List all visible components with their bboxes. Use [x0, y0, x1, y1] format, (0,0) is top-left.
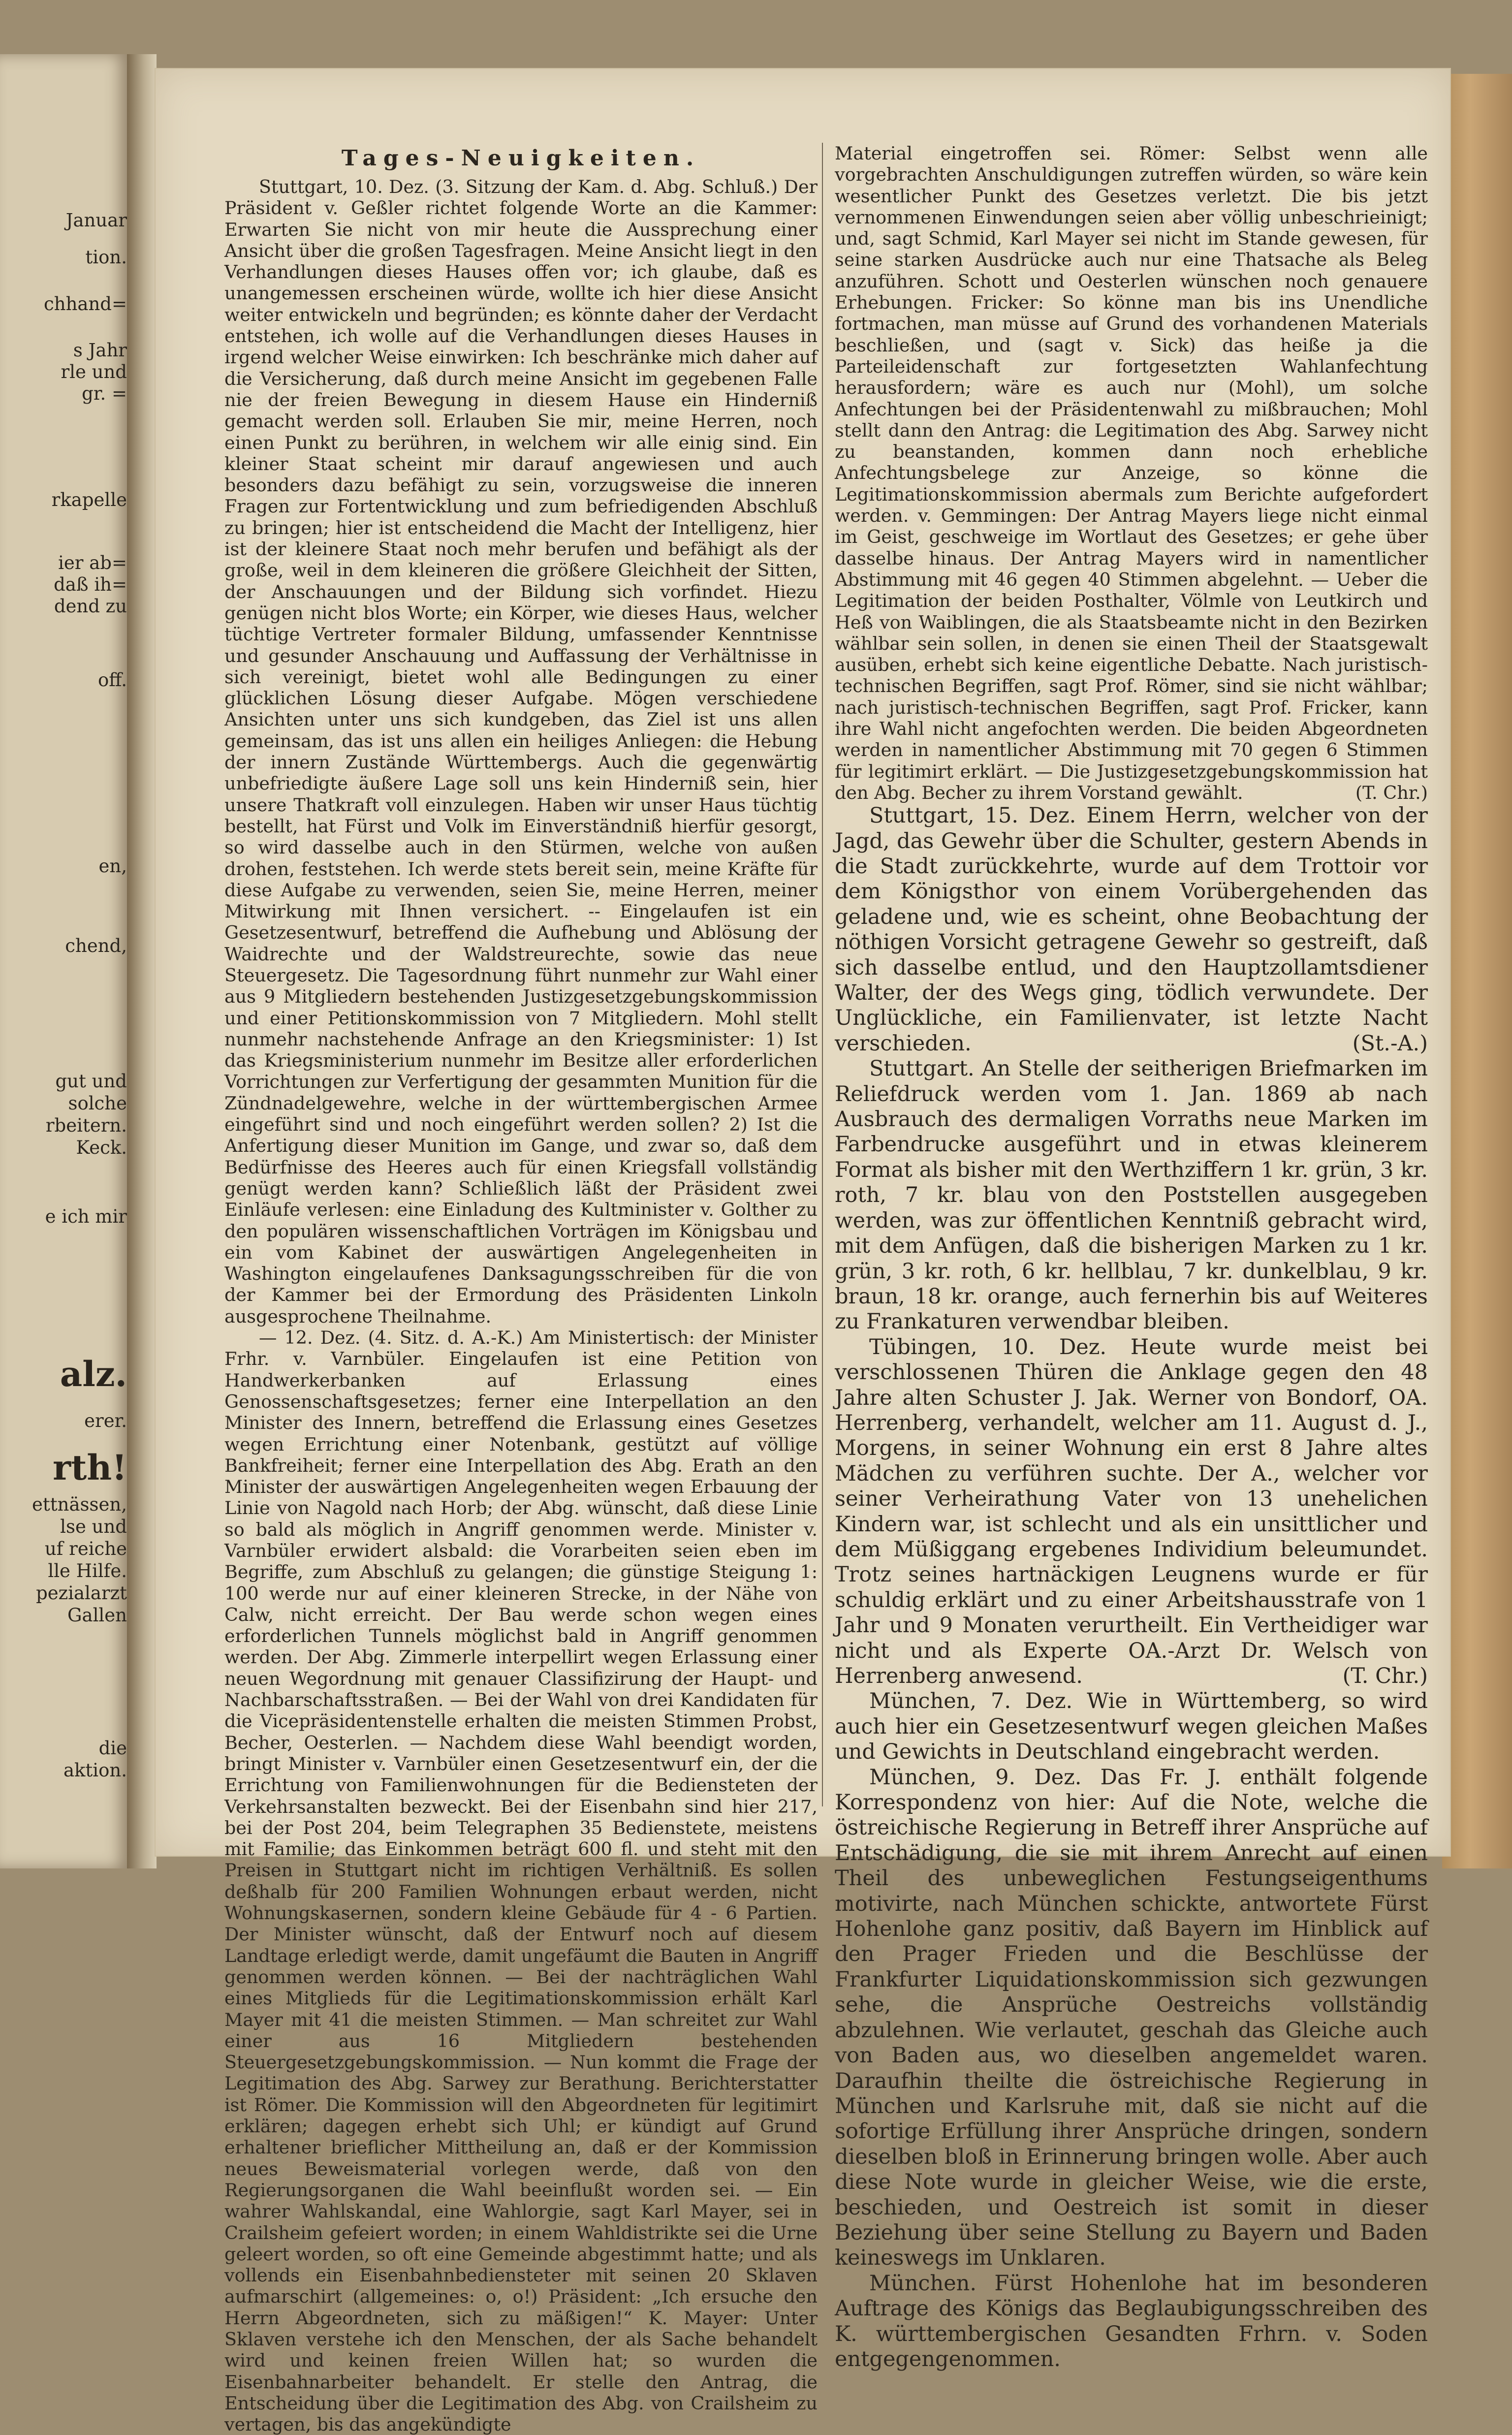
- left-page-fragment: solche: [68, 1093, 127, 1114]
- article-text: Stuttgart, 15. Dez. Einem Herrn, welcher von der Jagd, das Gewehr über die Schulter, gestern Abends in die Stadt zurückkehrte, wurde auf dem Trottoir vor dem Königsthor von einem Vorübergehenden das geladene und, wie es scheint, ohne Beobachtung der nöthigen Vorsicht getragene Gewehr so gestreift, daß sich dasselbe entlud, und den Hauptzollamtsdiener Walter, der des Wegs ging, tödlich verwundete. Der Unglückliche, ein Familienvater, ist letzte Nacht verschieden.: [835, 803, 1428, 1056]
- left-page-fragment: alz.: [60, 1354, 127, 1394]
- left-page-fragment: gr. =: [82, 383, 127, 404]
- left-page-fragment: e ich mir: [45, 1206, 127, 1227]
- source-signature: (T. Chr.): [1342, 1664, 1428, 1689]
- left-page-fragment: ier ab=: [58, 552, 127, 573]
- left-column: [224, 143, 818, 2435]
- article-paragraph: Stuttgart, 10. Dez. (3. Sitzung der Kam. d. Abg. Schluß.) Der Präsident v. Geßler richtet folgende Worte an die Kammer: Erwarten Sie nicht von mir heute die Aussprechung einer Ansicht über die großen Tagesfragen. Meine Ansicht liegt in den Verhandlungen dieses Hauses offen vor; ich glaube, daß es unangemessen erscheinen würde, wollte ich hier diese Ansicht weiter entwickeln und begründen; es könnte daher der Verdacht entstehen, ich wolle auf die Verhandlungen dieses Hauses in irgend welcher Weise einwirken: Ich beschränke mich daher auf die Versicherung, daß durch meine Ansicht im gegebenen Falle nie der freien Bewegung in diesem Hause ein Hinderniß gemacht werden soll. Erlauben Sie mir, meine Herren, noch einen Punkt zu berühren, in welchem wir alle einig sind. Ein kleiner Staat scheint mir darauf angewiesen und auch besonders dazu befähigt zu sein, vorzugsweise die inneren Fragen zur Fortentwicklung und zum befriedigenden Abschluß zu bringen; hier ist entscheidend die Macht der Intelligenz, hier ist der kleinere Staat noch mehr berufen und befähigt als der große, weil in dem kleineren die größere Gleichheit der Sitten, der Anschauungen und der Bildung sich vorfindet. Hiezu genügen nicht blos Worte; ein Körper, wie dieses Haus, welcher tüchtige Vertreter formaler Bildung, umfassender Kenntnisse und gesunder Anschauung und Auffassung der Verhältnisse in sich vereinigt, bietet wohl alle Bedingungen zu einer glücklichen Lösung dieser Aufgabe. Mögen verschiedene Ansichten unter uns sich kundgeben, das Ziel ist uns allen gemeinsam, das ist uns allen ein heiliges Anliegen: die Hebung der innern Zustände Württembergs. Auch die gegenwärtig unbefriedigte äußere Lage soll uns kein Hinderniß sein, hier unsere Thatkraft voll einzulegen. Haben wir unser Haus tüchtig bestellt, hat Fürst und Volk im Einverständniß hierfür gesorgt, so wird dasselbe auch in den Stürmen, welche von außen drohen, feststehen. Ich werde stets bereit sein, meine Kräfte für diese Aufgabe zu verwenden, seien Sie, meine Herren, meiner Mitwirkung mit Ihnen versichert. -- Eingelaufen ist ein Gesetzesentwurf, betreffend die Aufhebung und Ablösung der Waidrechte und der Waldstreurechte, sowie das neue Steuergesetz. Die Tagesordnung führt nunmehr zur Wahl einer aus 9 Mitgliedern bestehenden Justizgesetzgebungskommission und einer Petitionskommission von 7 Mitgliedern. Mohl stellt nunmehr nachstehende Anfrage an den Kriegsminister: 1) Ist das Kriegsministerium nunmehr im Besitze aller erforderlichen Vorrichtungen zur Verfertigung der gesammten Munition für die Zündnadelgewehre, welche in der württembergischen Armee eingeführt sind und noch eingeführt werden sollen? 2) Ist die Anfertigung dieser Munition im Gange, und zwar so, daß dem Bedürfnisse des Heeres auch für einen Kriegsfall vollständig genügt werden kann? Schließlich läßt der Präsident zwei Einläufe verlesen: eine Einladung des Kultminister v. Golther zu den populären wissenschaftlichen Vorträgen im Königsbau und ein vom Kabinet der auswärtigen Angelegenheiten in Washington eingelaufenes Danksagungsschreiben für die von der Kammer bei der Ermordung des Präsidenten Linkoln ausgesprochene Theilnahme.: [224, 176, 818, 1327]
- article-paragraph: [835, 803, 1428, 1056]
- left-page-fragment: pezialarzt: [36, 1582, 127, 1604]
- left-page-fragment: chhand=: [44, 293, 127, 315]
- left-page-fragment: s Jahr: [73, 340, 127, 361]
- article-paragraph: — 12. Dez. (4. Sitz. d. A.-K.) Am Ministertisch: der Minister Frhr. v. Varnbüler. Eingelaufen ist eine Petition von Handwerkerbanken auf Erlassung eines Genossenschaftsgesetzes; ferner eine Interpellation an den Minister des Innern, betreffend die Erlassung eines Gesetzes wegen Errichtung einer Notenbank, gestützt auf völlige Bankfreiheit; ferner eine Interpellation des Abg. Erath an den Minister der auswärtigen Angelegenheiten wegen Erbauung der Linie von Nagold nach Horb; der Abg. wünscht, daß diese Linie so bald als möglich in Angriff genommen werde. Minister v. Varnbüler erwidert alsbald: die Vorarbeiten seien eben im Begriffe, zum Abschluß zu gelangen; die günstige Steigung 1: 100 werde nur auf einer kleineren Strecke, in der Nähe von Calw, nicht erreicht. Der Bau werde schon wegen eines erforderlichen Tunnels möglichst bald in Angriff genommen werden. Der Abg. Zimmerle interpellirt wegen Erlassung einer neuen Wegordnung mit genauer Classifizirung der Haupt- und Nachbarschaftsstraßen. — Bei der Wahl von drei Kandidaten für die Vicepräsidentenstelle erhalten die meisten Stimmen Probst, Becher, Oesterlen. — Nachdem diese Wahl beendigt worden, bringt Minister v. Varnbüler einen Gesetzesentwurf ein, der die Errichtung von Familienwohnungen für die Bediensteten der Verkehrsanstalten bezweckt. Bei der Eisenbahn sind hier 217, bei der Post 204, beim Telegraphen 35 Bedienstete, meistens mit Familie; das Einkommen beträgt 600 fl. und steht mit den Preisen in Stuttgart nicht im richtigen Verhältniß. Es sollen deßhalb für 200 Familien Wohnungen erbaut werden, nicht Wohnungskasernen, sondern kleine Gebäude für 4 - 6 Partien. Der Minister wünscht, daß der Entwurf noch auf diesem Landtage erledigt werde, damit ungefäumt die Bauten in Angriff genommen werden können. — Bei der nachträglichen Wahl eines Mitglieds für die Legitimationskommission erhält Karl Mayer mit 41 die meisten Stimmen. — Man schreitet zur Wahl einer aus 16 Mitgliedern bestehenden Steuergesetzgebungskommission. — Nun kommt die Frage der Legitimation des Abg. Sarwey zur Berathung. Berichterstatter ist Römer. Die Kommission will den Abgeordneten für legitimirt erklären; dagegen erhebt sich Uhl; er kündigt auf Grund erhaltener brieflicher Mittheilung an, daß er der Kommission neues Beweismaterial vorlegen werde, daß von den Regierungsorganen die Wahl beeinflußt worden sei. — Ein wahrer Wahlskandal, eine Wahlorgie, sagt Karl Mayer, sei in Crailsheim gefeiert worden; in einem Wahldistrikte sei die Urne geleert worden, so oft eine Gemeinde abgestimmt hatte; und als vollends ein Eisenbahnbediensteter mit seinen 20 Sklaven aufmarschirt (allgemeines: o, o!) Präsident: „Ich ersuche den Herrn Abgeordneten, sich zu mäßigen!“ K. Mayer: Unter Sklaven verstehe ich den Menschen, der als Sache behandelt wird und keinen freien Willen hat; so wurden die Eisenbahnarbeiter behandelt. Er stelle den Antrag, die Entscheidung über die Legitimation des Abg. von Crailsheim zu vertagen, bis das angekündigte: [224, 1327, 818, 2435]
- article-paragraph: München. Fürst Hohenlohe hat im besonderen Auftrage des Königs das Beglaubigungsschreiben des K. württembergischen Gesandten Frhrn. v. Soden entgegengenommen.: [835, 2271, 1428, 2372]
- left-page-fragment: off.: [97, 669, 127, 691]
- left-page-fragment: aktion.: [63, 1760, 127, 1781]
- column-rule: [822, 143, 823, 1806]
- book-gutter: [127, 54, 157, 1868]
- binding-board: [1442, 74, 1512, 1868]
- left-page-fragment: rkapelle: [51, 489, 127, 510]
- left-page-fragment: daß ih=: [54, 574, 127, 595]
- right-column: [835, 143, 1428, 2372]
- left-page-fragment: chend,: [65, 935, 127, 956]
- newspaper-page: [156, 69, 1450, 2435]
- left-page-fragment: rbeitern.: [45, 1115, 127, 1136]
- article-paragraph: [835, 1335, 1428, 1689]
- article-paragraph: [835, 143, 1428, 803]
- left-page-fragment: tion.: [85, 247, 127, 268]
- source-signature: (T. Chr.): [1355, 782, 1428, 803]
- left-page-fragment: gut und: [55, 1071, 127, 1092]
- article-paragraph: München, 7. Dez. Wie in Württemberg, so wird auch hier ein Gesetzesentwurf wegen gleichen Maßes und Gewichts in Deutschland eingebracht werden.: [835, 1689, 1428, 1765]
- left-page-fragment: Gallen: [67, 1605, 127, 1626]
- article-paragraph: München, 9. Dez. Das Fr. J. enthält folgende Korrespondenz von hier: Auf die Note, welche die östreichische Regierung in Betreff ihrer Ansprüche auf Entschädigung, die sie mit ihrem Anrecht auf einen Theil des unbeweglichen Festungseigenthums motivirte, nach München schickte, antwortete Fürst Hohenlohe ganz positiv, daß Bayern im Hinblick auf den Prager Frieden und die Beschlüsse der Frankfurter Liquidationskommission sich gezwungen sehe, die Ansprüche Oestreichs vollständig abzulehnen. Wie verlautet, geschah das Gleiche auch von Baden aus, wo dieselben angemeldet waren. Daraufhin theilte die östreichische Regierung in München und Karlsruhe mit, daß sie nicht auf die sofortige Erfüllung ihrer Ansprüche dringen, sondern dieselben bloß in Erinnerung bringen wolle. Aber auch diese Note wurde in gleicher Weise, wie die erste, beschieden, und Oestreich ist somit in dieser Beziehung über seine Stellung zu Bayern und Baden keineswegs im Unklaren.: [835, 1765, 1428, 2271]
- left-page-fragment: ettnässen,: [32, 1494, 127, 1515]
- headline: Tages-Neuigkeiten.: [341, 146, 701, 171]
- left-page-fragment: lse und: [60, 1516, 127, 1537]
- article-paragraph: Stuttgart. An Stelle der seitherigen Briefmarken im Reliefdruck werden vom 1. Jan. 1869 ab nach Ausbrauch des dermaligen Vorraths neue Marken im Farbendrucke ausgeführt und in etwas kleinerem Format als bisher mit den Werthziffern 1 kr. grün, 3 kr. roth, 7 kr. blau von den Poststellen ausgegeben werden, was zur öffentlichen Kenntniß gebracht wird, mit dem Anfügen, daß die bisherigen Marken zu 1 kr. grün, 3 kr. roth, 6 kr. hellblau, 7 kr. dunkelblau, 9 kr. braun, 18 kr. orange, auch fernerhin bis auf Weiteres zu Frankaturen verwendbar bleiben.: [835, 1056, 1428, 1334]
- left-page-fragment: lle Hilfe.: [48, 1560, 127, 1581]
- article-text: Tübingen, 10. Dez. Heute wurde meist bei verschlossenen Thüren die Anklage gegen den 48 Jahre alten Schuster J. Jak. Werner von Bondorf, OA. Herrenberg, verhandelt, welcher am 11. August d. J., Morgens, in seiner Wohnung ein erst 8 Jahre altes Mädchen zu verführen suchte. Der A., welcher vor seiner Verheirathung Vater von 13 unehelichen Kindern war, ist schlecht und als ein unsittlicher und dem Müßiggang ergebenes Individium beleumundet. Trotz seines hartnäckigen Leugnens wurde er für schuldig erklärt und zu einer Arbeitshausstrafe von 1 Jahr und 9 Monaten verurtheilt. Ein Vertheidiger war nicht und als Experte OA.-Arzt Dr. Welsch von Herrenberg anwesend.: [835, 1334, 1428, 1689]
- left-page-fragment: rth!: [53, 1447, 127, 1488]
- left-page-fragment: Januar: [65, 210, 127, 231]
- left-page-edge: [0, 54, 129, 1868]
- source-signature: (St.-A.): [1352, 1031, 1428, 1056]
- left-page-fragment: dend zu: [54, 596, 127, 617]
- left-page-fragment: rle und: [61, 361, 127, 382]
- left-page-fragment: Keck.: [76, 1137, 127, 1158]
- left-page-fragment: die: [98, 1738, 127, 1759]
- left-page-fragment: uf reiche: [44, 1538, 127, 1559]
- left-page-fragment: erer.: [84, 1410, 127, 1431]
- left-page-fragment: en,: [98, 855, 127, 877]
- article-text: Material eingetroffen sei. Römer: Selbst wenn alle vorgebrachten Anschuldigungen zutreffen würden, so wäre kein wesentlicher Punkt des Gesetzes verletzt. Die bis jetzt vernommenen Einwendungen seien aber völlig unbeschrieinigt; und, sagt Schmid, Karl Mayer sei nicht im Stande gewesen, für seine starken Ausdrücke auch nur eine Thatsache als Beleg anzuführen. Schott und Oesterlen wünschen noch genauere Erhebungen. Fricker: So könne man bis ins Unendliche fortmachen, man müsse auf Grund des vorhandenen Materials beschließen, und (sagt v. Sick) das heiße ja die Parteileidenschaft zur fortgesetzten Wahlanfechtung herausfordern; wäre es auch nur (Mohl), um solche Anfechtungen bei der Präsidentenwahl zu mißbrauchen; Mohl stellt dann den Antrag: die Legitimation des Abg. Sarwey nicht zu beanstanden, kommen dann noch erhebliche Anfechtungsbelege zur Anzeige, so könne die Legitimationskommission abermals zum Berichte aufgefordert werden. v. Gemmingen: Der Antrag Mayers liege nicht einmal im Geist, geschweige im Wortlaut des Gesetzes; er gehe über dasselbe hinaus. Der Antrag Mayers wird in namentlicher Abstimmung mit 46 gegen 40 Stimmen abgelehnt. — Ueber die Legitimation der beiden Posthalter, Völmle von Leutkirch und Heß von Waiblingen, die als Staatsbeamte nicht in den Bezirken wählbar sein sollen, in denen sie einen Theil der Staatsgewalt ausüben, erhebt sich keine eigentliche Debatte. Nach juristisch-technischen Begriffen, sagt Prof. Römer, sind sie nicht wählbar; nach juristisch-technischen Begriffen, sagt Prof. Fricker, kann ihre Wahl nicht angefochten werden. Die beiden Abgeordneten werden in namentlicher Abstimmung mit 70 gegen 6 Stimmen für legitimirt erklärt. — Die Justizgesetzgebungskommission hat den Abg. Becher zu ihrem Vorstand gewählt.: [835, 143, 1428, 803]
